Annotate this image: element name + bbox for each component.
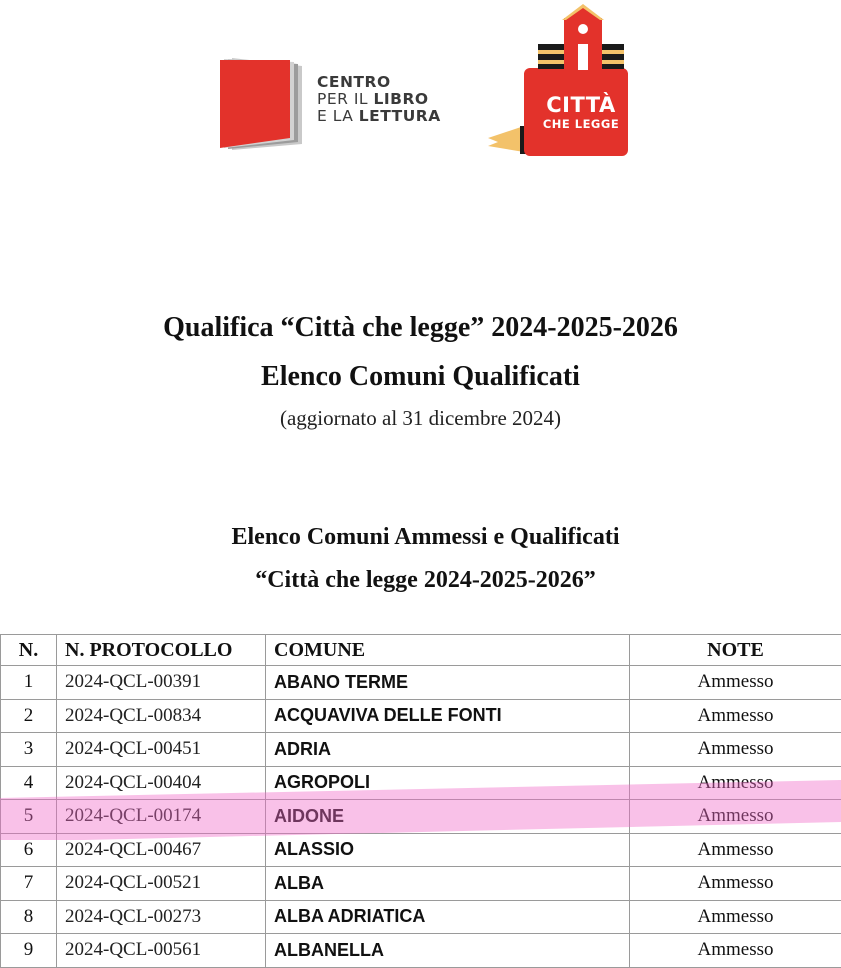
column-header-protocollo: N. PROTOCOLLO: [57, 635, 266, 666]
table-row: [1, 766, 841, 800]
row-number: 3: [1, 733, 57, 767]
table-row: [1, 699, 841, 733]
page-title: Qualifica “Città che legge” 2024-2025-2026: [0, 311, 841, 345]
row-number: 9: [1, 934, 57, 968]
row-protocollo: 2024-QCL-00834: [57, 699, 266, 733]
row-comune: ALASSIO: [266, 833, 630, 867]
cepell-logo: [218, 56, 468, 156]
row-comune: ALBANELLA: [266, 934, 630, 968]
row-note: Ammesso: [630, 934, 841, 968]
row-note: Ammesso: [630, 699, 841, 733]
row-protocollo: 2024-QCL-00521: [57, 867, 266, 901]
row-comune: ALBA ADRIATICA: [266, 900, 630, 934]
row-number: 8: [1, 900, 57, 934]
row-comune: ACQUAVIVA DELLE FONTI: [266, 699, 630, 733]
table-row: [1, 733, 841, 767]
table-row: [1, 833, 841, 867]
row-comune: ALBA: [266, 867, 630, 901]
table-header-row: [1, 635, 841, 666]
row-note: Ammesso: [630, 733, 841, 767]
table-row: [1, 900, 841, 934]
ccl-wordmark-citta: CITTÀ: [536, 94, 626, 116]
row-protocollo: 2024-QCL-00273: [57, 900, 266, 934]
section-heading-line2: “Città che legge 2024-2025-2026”: [0, 565, 841, 595]
row-protocollo: 2024-QCL-00451: [57, 733, 266, 767]
table-row: [1, 934, 841, 968]
update-date: (aggiornato al 31 dicembre 2024): [0, 405, 841, 431]
section-heading: Elenco Comuni Ammessi e Qualificati: [0, 522, 841, 552]
row-protocollo: 2024-QCL-00404: [57, 766, 266, 800]
table-row: [1, 867, 841, 901]
citta-che-legge-logo: [484, 0, 634, 160]
row-note: Ammesso: [630, 900, 841, 934]
column-header-comune: COMUNE: [266, 635, 630, 666]
cepell-book-icon: [218, 56, 313, 156]
column-header-n: N.: [1, 635, 57, 666]
row-note: Ammesso: [630, 800, 841, 834]
row-number: 7: [1, 867, 57, 901]
row-comune: ADRIA: [266, 733, 630, 767]
row-comune: AGROPOLI: [266, 766, 630, 800]
row-note: Ammesso: [630, 867, 841, 901]
row-protocollo: 2024-QCL-00174: [57, 800, 266, 834]
row-protocollo: 2024-QCL-00391: [57, 666, 266, 700]
column-header-note: NOTE: [630, 635, 841, 666]
row-protocollo: 2024-QCL-00467: [57, 833, 266, 867]
row-number: 4: [1, 766, 57, 800]
ccl-wordmark-che-legge: CHE LEGGE: [536, 118, 626, 131]
comuni-table: [0, 634, 841, 968]
page-title-line2: Elenco Comuni Qualificati: [0, 360, 841, 394]
row-comune: AIDONE: [266, 800, 630, 834]
row-protocollo: 2024-QCL-00561: [57, 934, 266, 968]
row-number: 6: [1, 833, 57, 867]
row-comune: ABANO TERME: [266, 666, 630, 700]
cepell-wordmark: CENTRO PER IL LIBRO E LA LETTURA: [317, 74, 441, 125]
table-row-highlighted: [1, 800, 841, 834]
row-note: Ammesso: [630, 766, 841, 800]
row-number: 1: [1, 666, 57, 700]
table-row: [1, 666, 841, 700]
row-number: 2: [1, 699, 57, 733]
row-number: 5: [1, 800, 57, 834]
row-note: Ammesso: [630, 666, 841, 700]
row-note: Ammesso: [630, 833, 841, 867]
